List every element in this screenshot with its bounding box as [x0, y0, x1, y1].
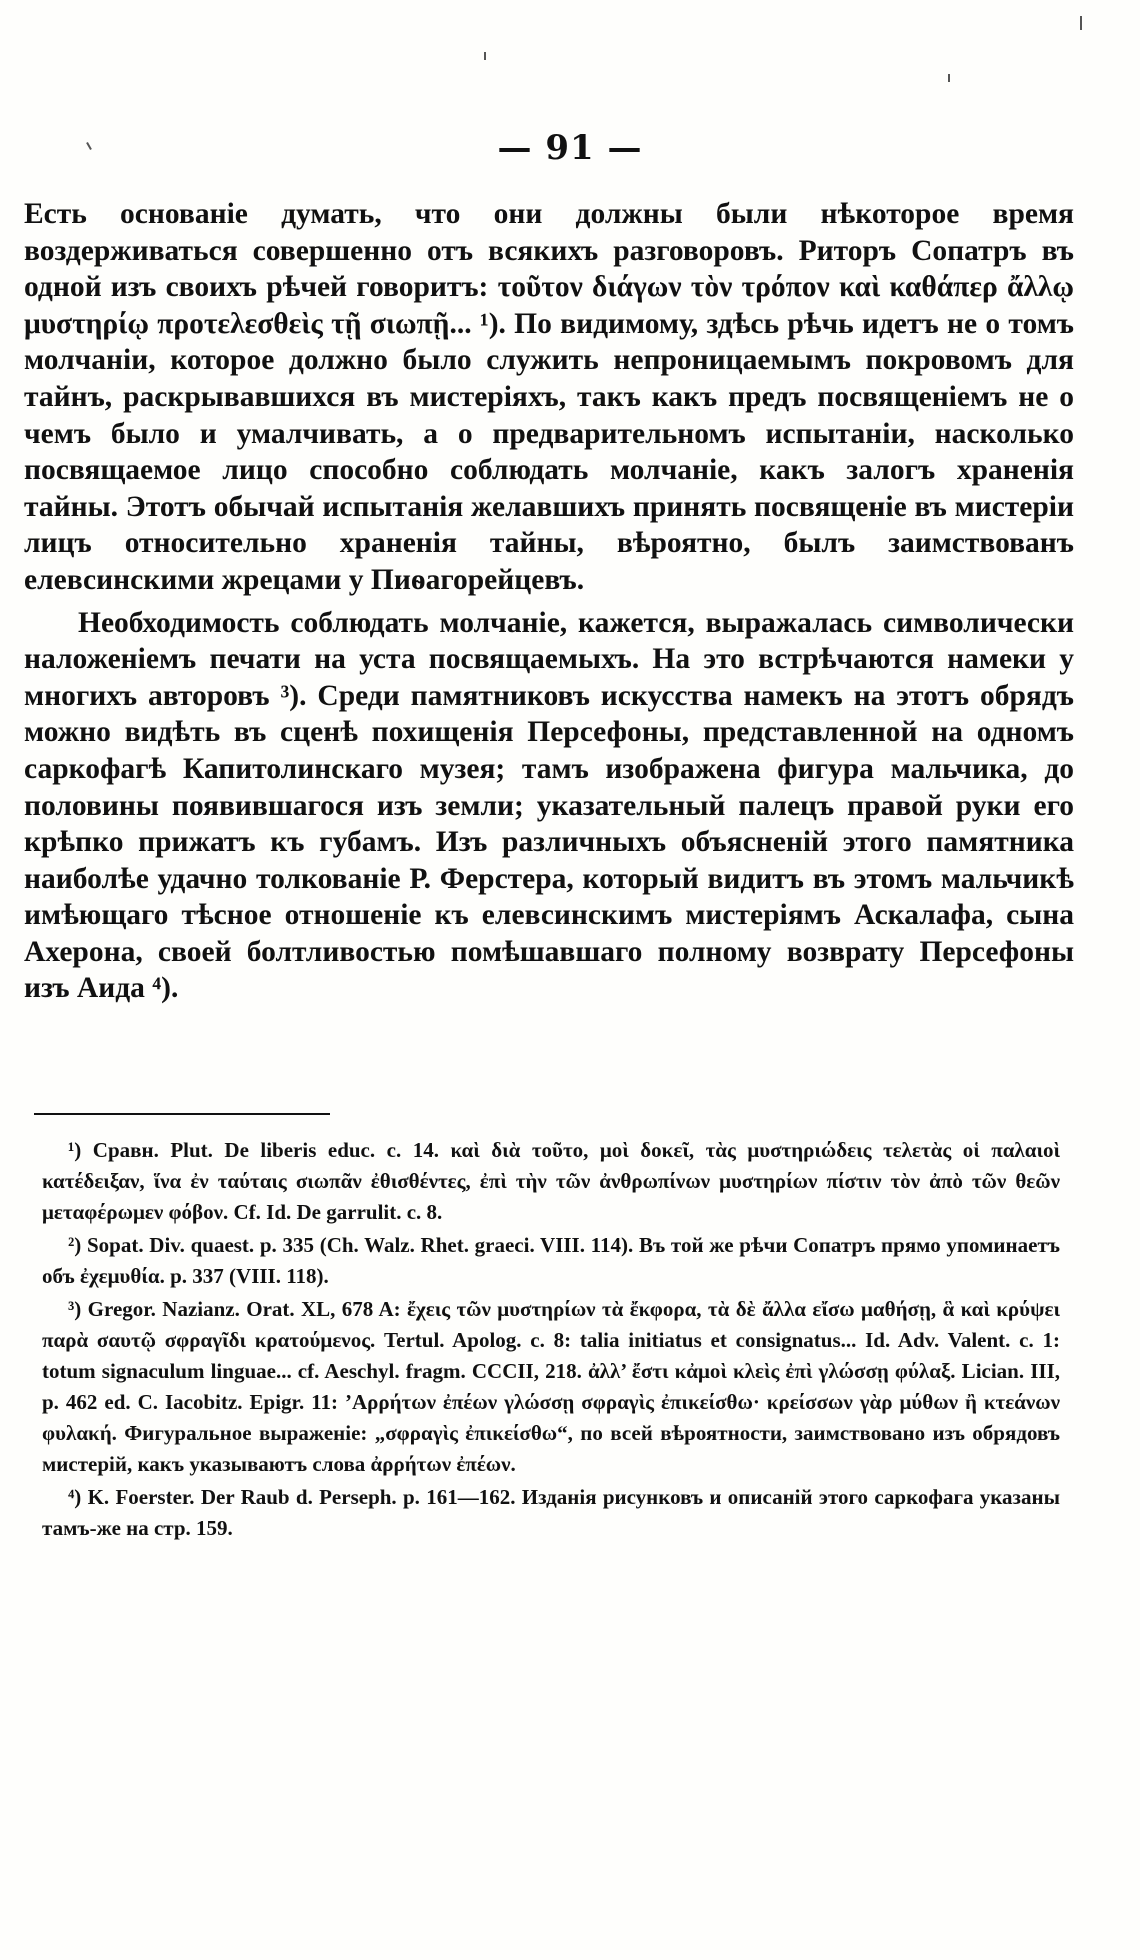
- footnote: ³) Gregor. Nazianz. Orat. XL, 678 A: ἔχεις τῶν μυστηρίων τὰ ἔκφορα, τὰ δὲ ἄλλα εἴσω μαθήσῃ, ἃ καὶ κρύψει παρὰ σαυτῷ σφραγῖδι κρατούμενος. Tertul. Apolog. c. 8: talia initiatus et consignatus... Id. Adv. Valent. c. 1: totum signaculum linguae... cf. Aeschyl. fragm. CCCII, 218. ἀλλ’ ἔστι κἀμοὶ κλεὶς ἐπὶ γλώσσῃ φύλαξ. Lician. III, p. 462 ed. C. Iacobitz. Epigr. 11: ’Αρρήτων ἐπέων γλώσσῃ σφραγὶς ἐπικείσθω· κρείσσων γὰρ μύθων ἢ κτεάνων φυλακή. Фигуральное выраженіе: „σφραγὶς ἐπικείσθω“, по всей вѣроятности, заимствовано изъ обрядовъ мистерій, какъ указываютъ слова ἀρρήτων ἐπέων.: [42, 1297, 1061, 1476]
- footnote: ⁴) K. Foerster. Der Raub d. Perseph. p. 161—162. Изданія рисунковъ и описаній этого саркофага указаны тамъ-же на стр. 159.: [42, 1485, 1060, 1540]
- footnote: ²) Sopat. Div. quaest. p. 335 (Ch. Walz. Rhet. graeci. VIII. 114). Въ той же рѣчи Сопатръ прямо упоминаетъ объ ἐχεμυθία. p. 337 (VIII. 118).: [42, 1233, 1060, 1288]
- scan-speck: [484, 52, 486, 60]
- paragraph: Необходимость соблюдать молчаніе, кажется, выражалась символически наложеніемъ печати на уста посвящаемыхъ. На это встрѣчаются намеки у многихъ авторовъ ³). Среди памятниковъ искусства намекъ на этотъ обрядъ можно видѣть въ сценѣ похищенія Персефоны, представленной на одномъ саркофагѣ Капитолинскаго музея; тамъ изображена фигура мальчика, до половины появившагося изъ земли; указательный палецъ правой руки его крѣпко прижатъ къ губамъ. Изъ различныхъ объясненій этого памятника наиболѣе удачно толкованіе Р. Ферстера, который видитъ въ этомъ мальчикѣ имѣющаго тѣсное отношеніе къ елевсинскимъ мистеріямъ Аскалафа, сына Ахерона, своей болтливостью помѣшавшаго полному возврату Персефоны изъ Аида ⁴).: [24, 606, 1074, 1005]
- scan-speck: [1080, 16, 1082, 30]
- paragraph: Есть основаніе думать, что они должны были нѣкоторое время воздерживаться совершенно отъ всякихъ разговоровъ. Риторъ Сопатръ въ одной изъ своихъ рѣчей говоритъ: τοῦτον διάγων τὸν τρόπον καὶ καθάπερ ἄλλῳ μυστηρίῳ προτελεσθεὶς τῇ σιωπῇ... ¹). По видимому, здѣсь рѣчь идетъ не о томъ молчаніи, которое должно было служить непроницаемымъ покровомъ для тайнъ, раскрывавшихся въ мистеріяхъ, такъ какъ предъ посвященіемъ не о чемъ было и умалчивать, а о предварительномъ испытаніи, насколько посвящаемое лицо способно соблюдать молчаніе, какъ залогъ храненія тайны. Этотъ обычай испытанія желавшихъ принять посвященіе въ мистеріи лицъ относительно храненія тайны, вѣроятно, былъ заимствованъ елевсинскими жрецами у Пиѳагорейцевъ.: [24, 198, 1074, 596]
- page-number: — 91 —: [497, 128, 643, 168]
- footnote: ¹) Сравн. Plut. De liberis educ. c. 14. καὶ διὰ τοῦτο, μοὶ δοκεῖ, τὰς μυστηριώδεις τελετὰς οἱ παλαιοὶ κατέδειξαν, ἵνα ἐν ταύταις σιωπᾶν ἐθισθέντες, ἐπὶ τὴν τῶν ἀνθρωπίνων μυστηρίων πίστιν τὸν ἀπὸ τῶν θεῶν μεταφέρωμεν φόβον. Cf. Id. De garrulit. c. 8.: [42, 1138, 1060, 1224]
- footnote-divider: [34, 1113, 330, 1115]
- footnotes: [42, 1135, 1060, 1546]
- main-text: [24, 196, 1074, 1007]
- scan-speck: [948, 74, 950, 82]
